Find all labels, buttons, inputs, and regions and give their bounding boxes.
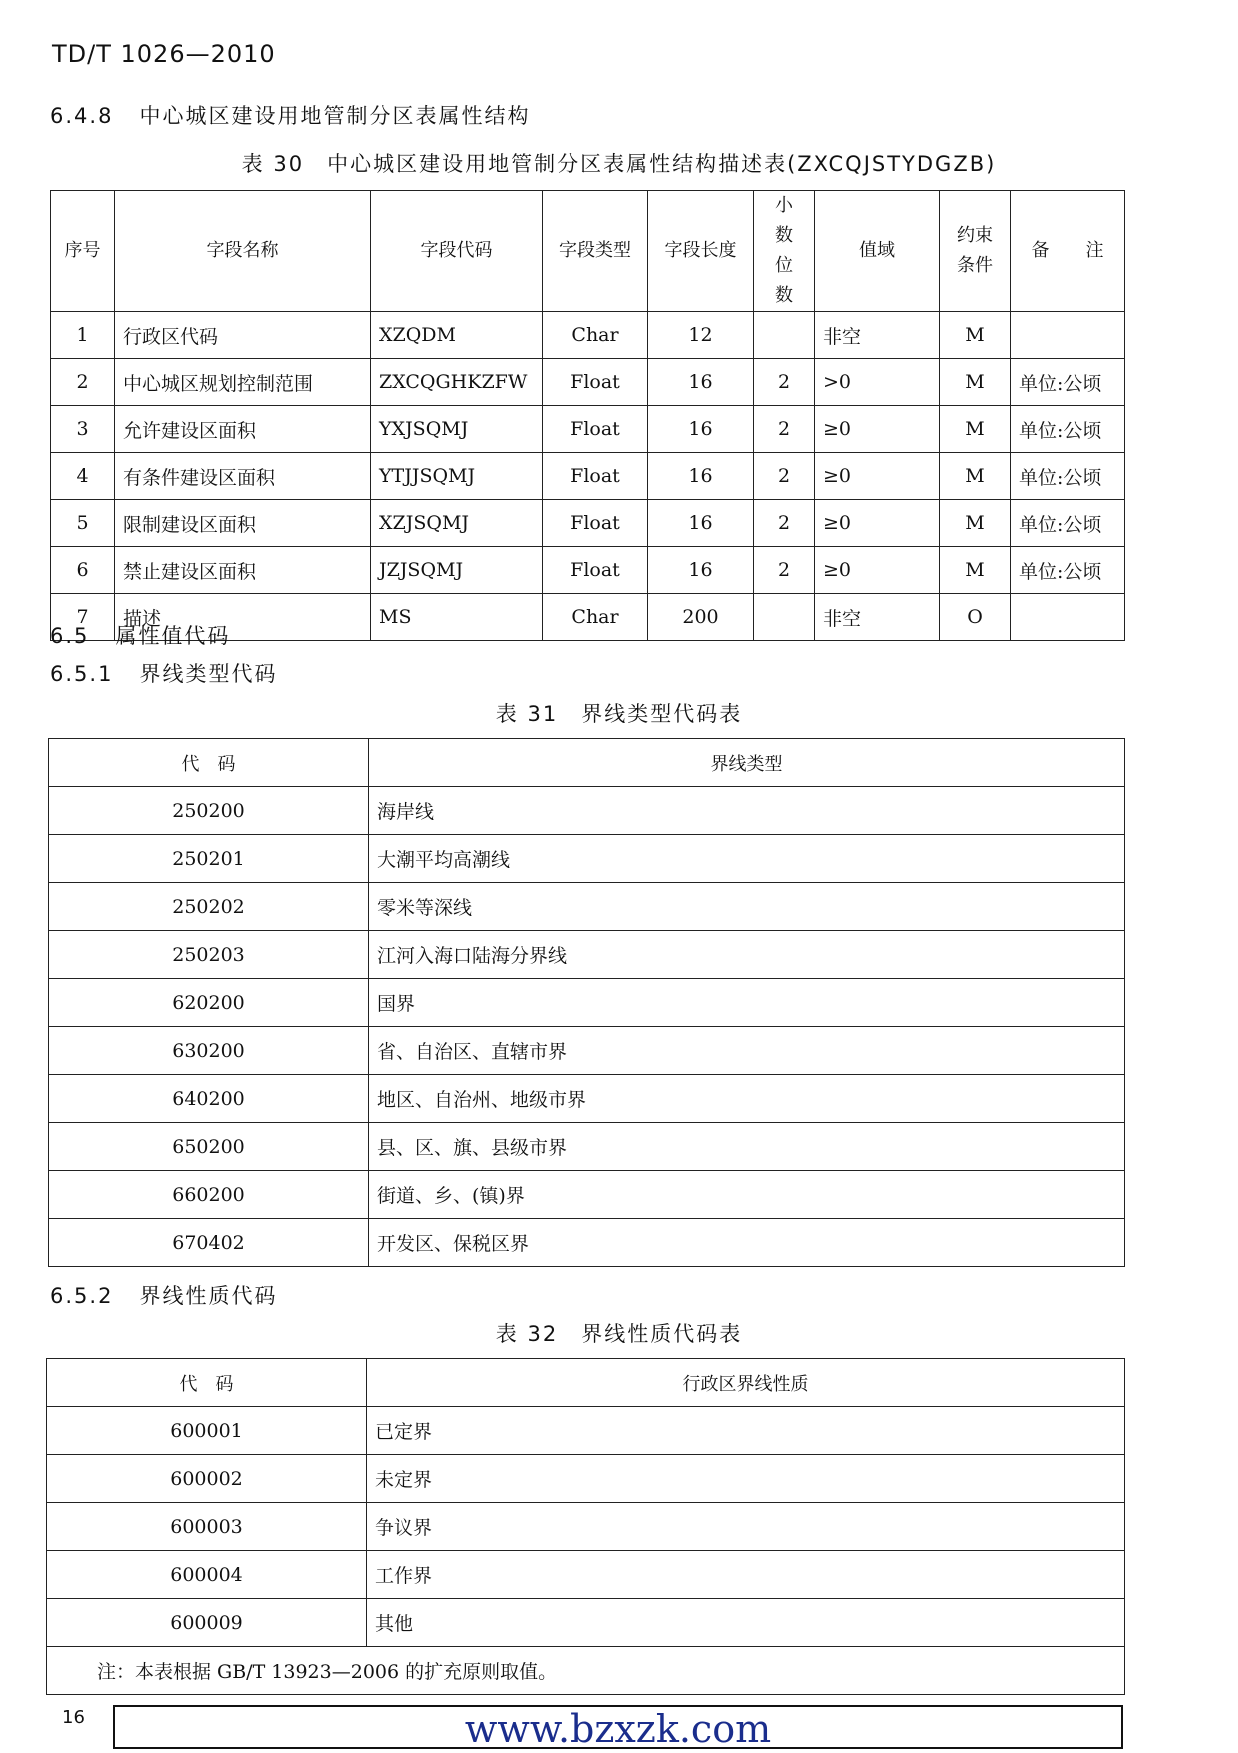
value-cell: 工作界	[367, 1551, 1125, 1599]
code-cell: 660200	[49, 1171, 369, 1219]
table-row	[51, 547, 1125, 594]
column-header: 值域	[815, 191, 940, 312]
cell: 200	[648, 594, 754, 641]
value-cell: 争议界	[367, 1503, 1125, 1551]
cell: Float	[543, 547, 648, 594]
table-header-row	[49, 739, 1125, 787]
section-651-heading	[50, 658, 277, 688]
cell: >0	[815, 359, 940, 406]
cell: 单位:公顷	[1011, 500, 1125, 547]
value-cell: 零米等深线	[369, 883, 1125, 931]
value-cell: 街道、乡、(镇)界	[369, 1171, 1125, 1219]
table-row	[49, 1027, 1125, 1075]
section-number: 6.4.8	[50, 104, 114, 128]
cell	[1011, 312, 1125, 359]
section-title: 界线性质代码	[139, 1284, 278, 1308]
column-header: 字段长度	[648, 191, 754, 312]
section-title: 属性值代码	[115, 624, 231, 648]
column-header: 界线类型	[369, 739, 1125, 787]
column-header: 代 码	[47, 1359, 367, 1407]
table-note: 注：本表根据 GB/T 13923—2006 的扩充原则取值。	[47, 1647, 1125, 1695]
column-header: 代 码	[49, 739, 369, 787]
code-cell: 600001	[47, 1407, 367, 1455]
table-row	[47, 1551, 1125, 1599]
table31-caption: 表 31 界线类型代码表	[495, 702, 743, 726]
document-id: TD/T 1026—2010	[52, 40, 276, 68]
column-header: 约束条件	[940, 191, 1011, 312]
cell: 1	[51, 312, 115, 359]
cell: 行政区代码	[115, 312, 371, 359]
cell: M	[940, 453, 1011, 500]
table32-caption: 表 32 界线性质代码表	[495, 1322, 743, 1346]
cell: 单位:公顷	[1011, 406, 1125, 453]
section-title: 中心城区建设用地管制分区表属性结构	[139, 104, 531, 128]
cell: 12	[648, 312, 754, 359]
section-title: 界线类型代码	[139, 662, 278, 686]
table30-caption: 表 30 中心城区建设用地管制分区表属性结构描述表(ZXCQJSTYDGZB)	[241, 152, 997, 176]
cell: 单位:公顷	[1011, 453, 1125, 500]
cell: 非空	[815, 312, 940, 359]
cell: 16	[648, 547, 754, 594]
value-cell: 省、自治区、直辖市界	[369, 1027, 1125, 1075]
cell: ≥0	[815, 547, 940, 594]
table-note-row	[47, 1647, 1125, 1695]
code-cell: 640200	[49, 1075, 369, 1123]
table-row	[47, 1599, 1125, 1647]
cell	[1011, 594, 1125, 641]
cell: 禁止建设区面积	[115, 547, 371, 594]
value-cell: 海岸线	[369, 787, 1125, 835]
cell: 单位:公顷	[1011, 547, 1125, 594]
cell: 16	[648, 359, 754, 406]
cell: M	[940, 500, 1011, 547]
cell: YXJSQMJ	[371, 406, 543, 453]
cell: M	[940, 547, 1011, 594]
cell: 单位:公顷	[1011, 359, 1125, 406]
table-row	[47, 1503, 1125, 1551]
cell: 16	[648, 453, 754, 500]
watermark-url: www.bzxzk.com	[464, 1707, 772, 1751]
section-652-heading	[50, 1280, 277, 1310]
value-cell: 地区、自治州、地级市界	[369, 1075, 1125, 1123]
code-cell: 600003	[47, 1503, 367, 1551]
cell: JZJSQMJ	[371, 547, 543, 594]
code-cell: 620200	[49, 979, 369, 1027]
column-header: 字段类型	[543, 191, 648, 312]
cell: Char	[543, 312, 648, 359]
cell: 2	[754, 406, 815, 453]
section-65-heading	[50, 620, 230, 650]
cell: 描述	[115, 594, 371, 641]
cell: Char	[543, 594, 648, 641]
value-cell: 未定界	[367, 1455, 1125, 1503]
table-row	[51, 312, 1125, 359]
table-row	[49, 787, 1125, 835]
cell: O	[940, 594, 1011, 641]
cell: 6	[51, 547, 115, 594]
page-number: 16	[62, 1707, 85, 1728]
column-header: 字段代码	[371, 191, 543, 312]
section-number: 6.5.1	[50, 662, 114, 686]
code-cell: 250202	[49, 883, 369, 931]
table32	[46, 1358, 1125, 1695]
column-header: 备 注	[1011, 191, 1125, 312]
value-cell: 县、区、旗、县级市界	[369, 1123, 1125, 1171]
code-cell: 250201	[49, 835, 369, 883]
cell: 7	[51, 594, 115, 641]
table-row	[51, 406, 1125, 453]
table-row	[51, 500, 1125, 547]
cell: ≥0	[815, 500, 940, 547]
value-cell: 大潮平均高潮线	[369, 835, 1125, 883]
cell	[754, 594, 815, 641]
table-row	[49, 1219, 1125, 1267]
section-648-heading	[50, 100, 530, 130]
code-cell: 600009	[47, 1599, 367, 1647]
column-header: 小数位数	[754, 191, 815, 312]
cell: ≥0	[815, 453, 940, 500]
section-number: 6.5.2	[50, 1284, 114, 1308]
cell: 2	[754, 500, 815, 547]
value-cell: 已定界	[367, 1407, 1125, 1455]
cell	[754, 312, 815, 359]
cell: 4	[51, 453, 115, 500]
code-cell: 650200	[49, 1123, 369, 1171]
value-cell: 其他	[367, 1599, 1125, 1647]
cell: 16	[648, 406, 754, 453]
table-row	[51, 453, 1125, 500]
cell: 有条件建设区面积	[115, 453, 371, 500]
cell: 5	[51, 500, 115, 547]
cell: M	[940, 312, 1011, 359]
table-row	[51, 359, 1125, 406]
cell: XZQDM	[371, 312, 543, 359]
table-row	[49, 1171, 1125, 1219]
table-row	[49, 1123, 1125, 1171]
table30	[50, 190, 1125, 641]
cell: 允许建设区面积	[115, 406, 371, 453]
cell: 16	[648, 500, 754, 547]
section-number: 6.5	[50, 624, 90, 648]
table-row	[49, 883, 1125, 931]
cell: 限制建设区面积	[115, 500, 371, 547]
table-row	[49, 931, 1125, 979]
cell: ≥0	[815, 406, 940, 453]
table-header-row	[51, 191, 1125, 312]
cell: 2	[754, 453, 815, 500]
cell: Float	[543, 359, 648, 406]
cell: 2	[754, 359, 815, 406]
table-row	[47, 1455, 1125, 1503]
column-header: 序号	[51, 191, 115, 312]
code-cell: 250203	[49, 931, 369, 979]
cell: M	[940, 406, 1011, 453]
table-row	[47, 1407, 1125, 1455]
cell: YTJJSQMJ	[371, 453, 543, 500]
cell: 非空	[815, 594, 940, 641]
table-row	[49, 835, 1125, 883]
table-row	[49, 979, 1125, 1027]
code-cell: 600002	[47, 1455, 367, 1503]
cell: ZXCQGHKZFW	[371, 359, 543, 406]
column-header: 字段名称	[115, 191, 371, 312]
cell: MS	[371, 594, 543, 641]
code-cell: 600004	[47, 1551, 367, 1599]
column-header: 行政区界线性质	[367, 1359, 1125, 1407]
cell: 2	[51, 359, 115, 406]
table-header-row	[47, 1359, 1125, 1407]
value-cell: 江河入海口陆海分界线	[369, 931, 1125, 979]
code-cell: 670402	[49, 1219, 369, 1267]
value-cell: 开发区、保税区界	[369, 1219, 1125, 1267]
cell: Float	[543, 500, 648, 547]
table31	[48, 738, 1125, 1267]
cell: Float	[543, 406, 648, 453]
cell: 中心城区规划控制范围	[115, 359, 371, 406]
cell: M	[940, 359, 1011, 406]
cell: 3	[51, 406, 115, 453]
code-cell: 630200	[49, 1027, 369, 1075]
code-cell: 250200	[49, 787, 369, 835]
footer-watermark-box	[113, 1705, 1123, 1749]
value-cell: 国界	[369, 979, 1125, 1027]
table-row	[49, 1075, 1125, 1123]
cell: 2	[754, 547, 815, 594]
cell: XZJSQMJ	[371, 500, 543, 547]
cell: Float	[543, 453, 648, 500]
